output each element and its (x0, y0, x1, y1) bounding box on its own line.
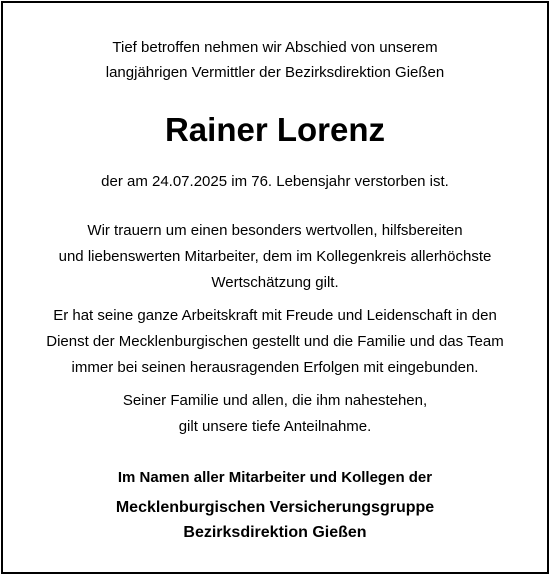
paragraph-3-line-2: gilt unsere tiefe Anteilnahme. (178, 418, 372, 435)
paragraph-2-line-1: Er hat seine ganze Arbeitskraft mit Freude und Leidenschaft in den (53, 307, 497, 324)
deceased-name: Rainer Lorenz (164, 111, 386, 148)
paragraph-1-line-3: Wertschätzung gilt. (211, 274, 339, 291)
death-date-line: der am 24.07.2025 im 76. Lebensjahr verstorben ist. (101, 173, 449, 190)
intro-line-2: langjährigen Vermittler der Bezirksdirektion Gießen (105, 64, 445, 81)
paragraph-3-line-1: Seiner Familie und allen, die ihm nahestehen, (122, 392, 428, 409)
signature-branch: Bezirksdirektion Gießen (183, 524, 367, 541)
paragraph-2-line-2: Dienst der Mecklenburgischen gestellt und die Familie und das Team (46, 333, 504, 350)
paragraph-1-line-2: und liebenswerten Mitarbeiter, dem im Kollegenkreis allerhöchste (58, 248, 492, 265)
signature-company: Mecklenburgischen Versicherungsgruppe (115, 499, 435, 516)
intro-line-1: Tief betroffen nehmen wir Abschied von unserem (112, 39, 438, 56)
paragraph-1-line-1: Wir trauern um einen besonders wertvollen, hilfsbereiten (87, 222, 463, 239)
signature-on-behalf: Im Namen aller Mitarbeiter und Kollegen der (117, 469, 433, 486)
paragraph-2-line-3: immer bei seinen herausragenden Erfolgen mit eingebunden. (71, 359, 479, 376)
obituary-notice (1, 1, 549, 574)
